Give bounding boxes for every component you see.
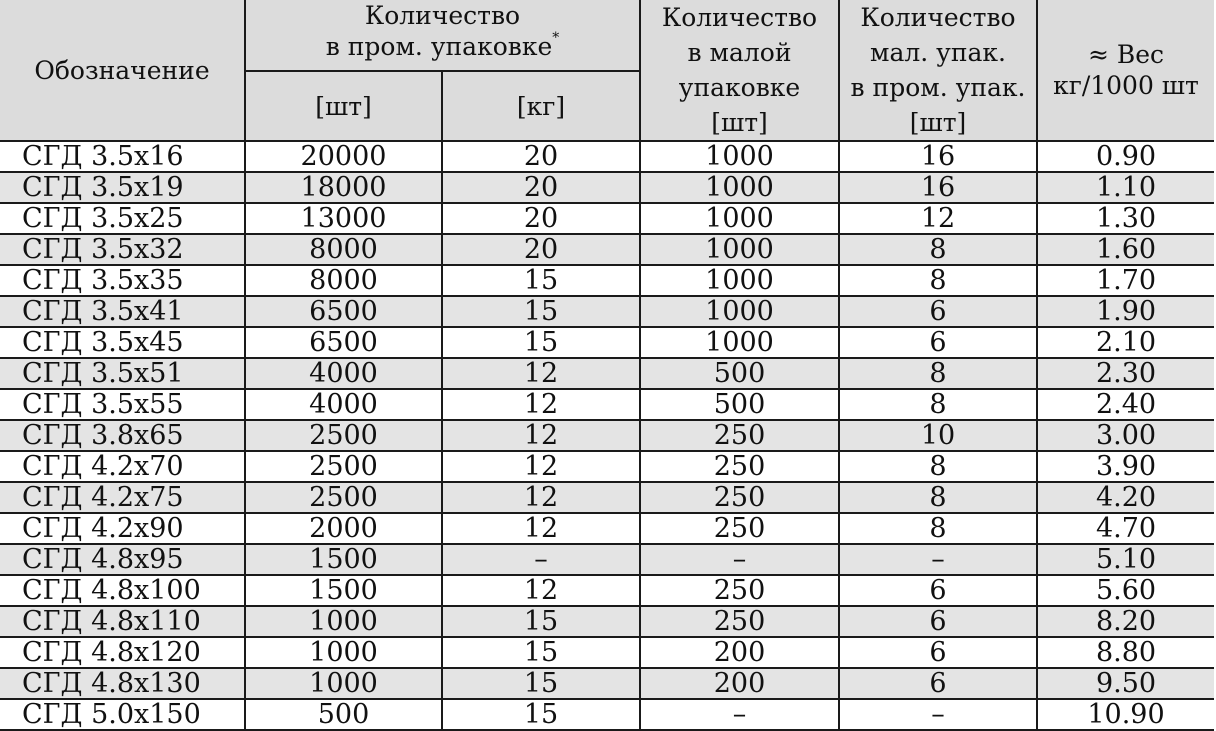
cell-weight: 2.30: [1037, 358, 1214, 389]
table-row: [0, 296, 1214, 327]
table-row: [0, 265, 1214, 296]
cell-weight: 1.10: [1037, 172, 1214, 203]
cell-small-packs-count: 8: [839, 265, 1037, 296]
cell-small-packs-count: 6: [839, 637, 1037, 668]
table-row: [0, 203, 1214, 234]
cell-industrial-pcs: 500: [245, 699, 442, 730]
cell-weight: 8.20: [1037, 606, 1214, 637]
table-row: [0, 389, 1214, 420]
header-industrial-pcs: [шт]: [245, 71, 442, 141]
cell-weight: 1.90: [1037, 296, 1214, 327]
cell-small-packs-count: 16: [839, 141, 1037, 172]
header-designation: Обозначение: [0, 0, 245, 141]
cell-small-quantity: 250: [640, 482, 839, 513]
header-industrial-quantity: Количество в пром. упаковке*: [245, 0, 640, 71]
table-row: [0, 358, 1214, 389]
cell-designation: СГД 3.8х65: [0, 420, 245, 451]
cell-industrial-pcs: 1000: [245, 668, 442, 699]
cell-industrial-pcs: 13000: [245, 203, 442, 234]
cell-weight: 1.60: [1037, 234, 1214, 265]
cell-small-quantity: –: [640, 544, 839, 575]
cell-designation: СГД 3.5х41: [0, 296, 245, 327]
table-header: [0, 0, 1214, 141]
cell-small-quantity: 1000: [640, 327, 839, 358]
cell-small-packs-count: 6: [839, 296, 1037, 327]
cell-industrial-pcs: 2000: [245, 513, 442, 544]
cell-designation: СГД 4.2х90: [0, 513, 245, 544]
cell-industrial-pcs: 2500: [245, 451, 442, 482]
cell-industrial-pcs: 1000: [245, 606, 442, 637]
cell-designation: СГД 4.8х130: [0, 668, 245, 699]
cell-designation: СГД 4.8х95: [0, 544, 245, 575]
cell-small-quantity: 250: [640, 451, 839, 482]
cell-small-quantity: 200: [640, 637, 839, 668]
cell-weight: 8.80: [1037, 637, 1214, 668]
cell-weight: 2.40: [1037, 389, 1214, 420]
cell-small-packs-count: 8: [839, 389, 1037, 420]
cell-industrial-kg: 15: [442, 606, 640, 637]
cell-industrial-kg: 15: [442, 637, 640, 668]
cell-industrial-pcs: 6500: [245, 327, 442, 358]
cell-industrial-kg: 15: [442, 296, 640, 327]
cell-designation: СГД 4.8х100: [0, 575, 245, 606]
cell-designation: СГД 3.5х35: [0, 265, 245, 296]
cell-small-quantity: 500: [640, 389, 839, 420]
cell-designation: СГД 3.5х55: [0, 389, 245, 420]
cell-industrial-pcs: 18000: [245, 172, 442, 203]
cell-industrial-pcs: 1500: [245, 575, 442, 606]
cell-weight: 1.30: [1037, 203, 1214, 234]
cell-industrial-kg: 12: [442, 482, 640, 513]
cell-small-packs-count: 8: [839, 451, 1037, 482]
cell-industrial-kg: 12: [442, 575, 640, 606]
cell-industrial-pcs: 8000: [245, 265, 442, 296]
cell-small-packs-count: 16: [839, 172, 1037, 203]
cell-designation: СГД 4.8х120: [0, 637, 245, 668]
cell-designation: СГД 4.2х70: [0, 451, 245, 482]
cell-small-quantity: 250: [640, 606, 839, 637]
table-row: [0, 637, 1214, 668]
footnote-mark: *: [552, 30, 560, 46]
table-body: [0, 141, 1214, 730]
cell-industrial-kg: 15: [442, 699, 640, 730]
cell-small-packs-count: 8: [839, 482, 1037, 513]
cell-small-packs-count: 8: [839, 358, 1037, 389]
table-row: [0, 544, 1214, 575]
cell-weight: 2.10: [1037, 327, 1214, 358]
cell-small-quantity: 200: [640, 668, 839, 699]
header-small-packs-count: Количество мал. упак. в пром. упак. [шт]: [839, 0, 1037, 141]
cell-small-quantity: 1000: [640, 203, 839, 234]
cell-weight: 4.20: [1037, 482, 1214, 513]
cell-small-quantity: 250: [640, 420, 839, 451]
cell-designation: СГД 4.8х110: [0, 606, 245, 637]
cell-industrial-pcs: 1500: [245, 544, 442, 575]
cell-small-quantity: 250: [640, 513, 839, 544]
cell-designation: СГД 3.5х51: [0, 358, 245, 389]
cell-weight: 9.50: [1037, 668, 1214, 699]
table-row: [0, 575, 1214, 606]
cell-designation: СГД 3.5х45: [0, 327, 245, 358]
cell-weight: 4.70: [1037, 513, 1214, 544]
cell-small-packs-count: 6: [839, 668, 1037, 699]
cell-small-packs-count: 6: [839, 575, 1037, 606]
cell-industrial-kg: 12: [442, 451, 640, 482]
cell-small-quantity: 500: [640, 358, 839, 389]
cell-small-packs-count: 6: [839, 606, 1037, 637]
header-weight: ≈ Вес кг/1000 шт: [1037, 0, 1214, 141]
cell-industrial-pcs: 1000: [245, 637, 442, 668]
cell-weight: 3.00: [1037, 420, 1214, 451]
table-row: [0, 482, 1214, 513]
cell-industrial-kg: 15: [442, 668, 640, 699]
cell-industrial-kg: 15: [442, 327, 640, 358]
cell-small-quantity: 1000: [640, 172, 839, 203]
cell-industrial-kg: 15: [442, 265, 640, 296]
cell-industrial-pcs: 4000: [245, 358, 442, 389]
cell-industrial-pcs: 2500: [245, 482, 442, 513]
cell-designation: СГД 3.5х16: [0, 141, 245, 172]
cell-small-quantity: 250: [640, 575, 839, 606]
table-row: [0, 668, 1214, 699]
cell-industrial-kg: 20: [442, 234, 640, 265]
table-row: [0, 234, 1214, 265]
header-industrial-kg: [кг]: [442, 71, 640, 141]
cell-weight: 1.70: [1037, 265, 1214, 296]
cell-weight: 5.60: [1037, 575, 1214, 606]
cell-designation: СГД 4.2х75: [0, 482, 245, 513]
cell-weight: 3.90: [1037, 451, 1214, 482]
cell-small-packs-count: –: [839, 699, 1037, 730]
cell-weight: 10.90: [1037, 699, 1214, 730]
table-row: [0, 172, 1214, 203]
cell-weight: 5.10: [1037, 544, 1214, 575]
table-row: [0, 141, 1214, 172]
cell-small-packs-count: 12: [839, 203, 1037, 234]
cell-industrial-kg: 12: [442, 389, 640, 420]
cell-small-quantity: 1000: [640, 265, 839, 296]
cell-small-quantity: 1000: [640, 141, 839, 172]
cell-small-packs-count: 8: [839, 513, 1037, 544]
cell-designation: СГД 3.5х19: [0, 172, 245, 203]
header-small-quantity: Количество в малой упаковке [шт]: [640, 0, 839, 141]
cell-industrial-pcs: 20000: [245, 141, 442, 172]
cell-industrial-kg: –: [442, 544, 640, 575]
cell-industrial-kg: 20: [442, 203, 640, 234]
cell-industrial-kg: 20: [442, 172, 640, 203]
table-row: [0, 606, 1214, 637]
cell-small-quantity: 1000: [640, 296, 839, 327]
table-row: [0, 420, 1214, 451]
cell-small-quantity: 1000: [640, 234, 839, 265]
cell-industrial-pcs: 2500: [245, 420, 442, 451]
cell-designation: СГД 5.0х150: [0, 699, 245, 730]
cell-designation: СГД 3.5х25: [0, 203, 245, 234]
cell-weight: 0.90: [1037, 141, 1214, 172]
cell-industrial-pcs: 4000: [245, 389, 442, 420]
cell-designation: СГД 3.5х32: [0, 234, 245, 265]
cell-industrial-pcs: 6500: [245, 296, 442, 327]
cell-industrial-kg: 12: [442, 513, 640, 544]
cell-small-packs-count: –: [839, 544, 1037, 575]
cell-industrial-kg: 12: [442, 358, 640, 389]
table-row: [0, 327, 1214, 358]
cell-industrial-kg: 12: [442, 420, 640, 451]
cell-small-packs-count: 10: [839, 420, 1037, 451]
table-row: [0, 451, 1214, 482]
cell-industrial-pcs: 8000: [245, 234, 442, 265]
table-row: [0, 699, 1214, 730]
cell-industrial-kg: 20: [442, 141, 640, 172]
cell-small-packs-count: 8: [839, 234, 1037, 265]
cell-small-quantity: –: [640, 699, 839, 730]
cell-small-packs-count: 6: [839, 327, 1037, 358]
table-row: [0, 513, 1214, 544]
